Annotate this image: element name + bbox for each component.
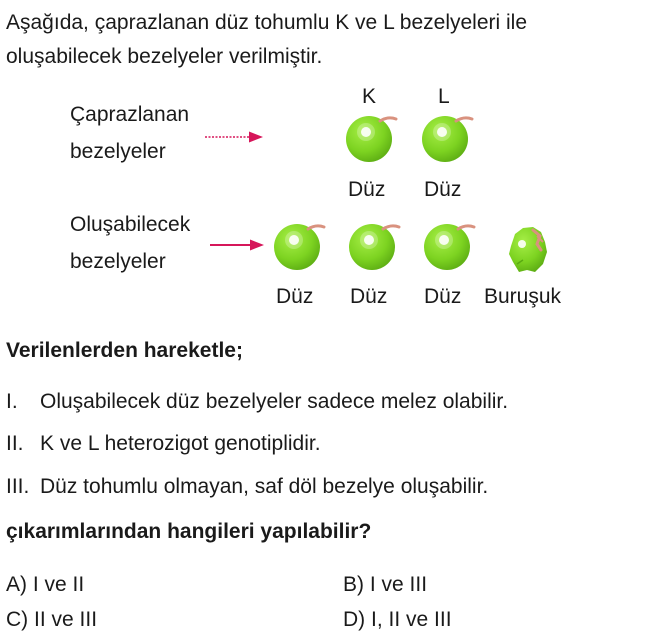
parent-letter-l: L: [438, 85, 450, 108]
crossed-arrow-icon: [205, 130, 265, 144]
offspring-label-line-1: Oluşabilecek: [70, 213, 191, 236]
smooth-pea-icon: [347, 218, 403, 274]
option-b-letter: B): [343, 573, 364, 596]
statement-text-1: Oluşabilecek düz bezelyeler sadece melez olabilir.: [40, 390, 509, 413]
offspring-type-3: Düz: [424, 285, 462, 308]
smooth-pea-icon: [420, 110, 476, 166]
offspring-type-1: Düz: [276, 285, 314, 308]
prompt-text: Verilenlerden hareketle;: [6, 339, 243, 362]
option-a-text: I ve II: [32, 573, 85, 596]
option-d-text: I, II ve III: [371, 608, 452, 631]
parent-type-k: Düz: [348, 178, 386, 201]
offspring-type-2: Düz: [350, 285, 388, 308]
smooth-pea-icon: [344, 110, 400, 166]
option-c-letter: C): [6, 608, 29, 631]
parent-letter-k: K: [362, 85, 377, 108]
offspring-arrow-icon: [210, 238, 266, 252]
option-c[interactable]: [6, 607, 97, 633]
offspring-type-4: Buruşuk: [484, 285, 562, 308]
crossed-label-line-2: bezelyeler: [70, 140, 166, 163]
intro-line-1: Aşağıda, çaprazlanan düz tohumlu K ve L bezelyeleri ile: [6, 11, 528, 34]
statement-text-2: K ve L heterozigot genotiplidir.: [40, 432, 321, 455]
statement-number-3: III.: [6, 475, 30, 498]
crossed-label-line-1: Çaprazlanan: [70, 103, 190, 126]
smooth-pea-icon: [272, 218, 328, 274]
option-d-letter: D): [343, 608, 366, 631]
option-c-text: II ve III: [34, 608, 98, 631]
statement-number-2: II.: [6, 432, 24, 455]
option-d[interactable]: [343, 607, 452, 633]
statement-text-3: Düz tohumlu olmayan, saf döl bezelye oluşabilir.: [40, 475, 489, 498]
offspring-label-line-2: bezelyeler: [70, 250, 166, 273]
question-text: çıkarımlarından hangileri yapılabilir?: [6, 520, 372, 543]
statement-number-1: I.: [6, 390, 18, 413]
smooth-pea-icon: [422, 218, 478, 274]
option-a-letter: A): [6, 573, 27, 596]
option-b[interactable]: [343, 572, 427, 598]
option-a[interactable]: [6, 572, 84, 598]
intro-line-2: oluşabilecek bezelyeler verilmiştir.: [6, 45, 323, 68]
wrinkled-pea-icon: [503, 220, 559, 276]
parent-type-l: Düz: [424, 178, 462, 201]
option-b-text: I ve III: [369, 573, 428, 596]
